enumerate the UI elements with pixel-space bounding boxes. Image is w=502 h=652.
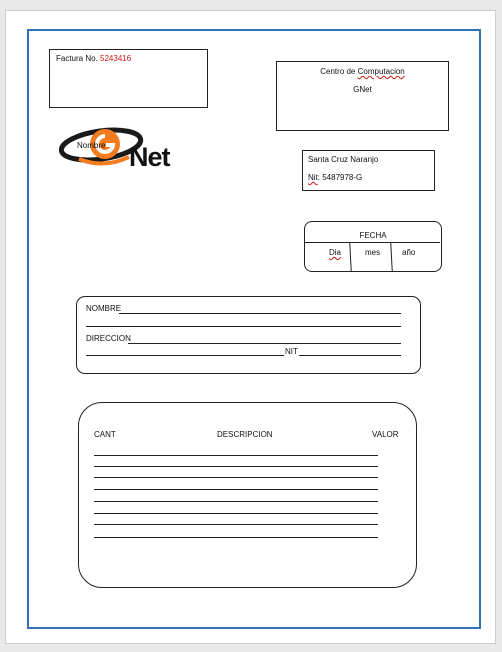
company-name-box (276, 61, 449, 131)
date-year-label: año (402, 248, 416, 257)
date-header-divider (305, 242, 440, 243)
company-line-2: GNet (353, 85, 372, 94)
invoice-number-text (56, 54, 131, 63)
client-name-line-2 (86, 326, 401, 327)
item-line (94, 501, 378, 502)
address-line-1: Santa Cruz Naranjo (308, 155, 379, 164)
item-line (94, 477, 378, 478)
date-title: FECHA (359, 231, 387, 240)
invoice-number-box (49, 49, 208, 108)
invoice-number: 5243416 (100, 54, 132, 63)
client-name-label: NOMBRE (86, 304, 122, 313)
date-box (304, 221, 442, 272)
item-line (94, 455, 378, 456)
date-day-label: Dia (329, 248, 342, 257)
client-name-line (119, 313, 401, 314)
item-line (94, 513, 378, 514)
address-box (302, 150, 435, 191)
items-col-qty: CANT (94, 430, 116, 439)
date-month-label: mes (365, 248, 381, 257)
items-box (78, 402, 417, 588)
company-line-1: Centro de Computacion (320, 67, 405, 76)
date-divider-1 (349, 242, 352, 272)
client-info-box (76, 296, 421, 374)
item-line (94, 537, 378, 538)
gnet-logo (59, 121, 194, 176)
client-address-label: DIRECCION (86, 334, 131, 343)
client-address-line (128, 343, 401, 344)
invoice-label: Factura No. (56, 54, 98, 63)
client-nit-label: NIT (285, 347, 298, 356)
item-line (94, 466, 378, 467)
client-nit-line (299, 355, 401, 356)
logo-overlay-text: Nombre (77, 141, 106, 150)
client-address-line-2 (86, 355, 284, 356)
date-divider-2 (390, 242, 393, 272)
address-nit: Nit: 5487978-G (308, 173, 363, 182)
document-page (5, 10, 496, 644)
item-line (94, 524, 378, 525)
logo-word: Net (129, 142, 170, 172)
items-col-value: VALOR (372, 430, 399, 439)
item-line (94, 489, 378, 490)
items-col-desc: DESCRIPCION (217, 430, 273, 439)
